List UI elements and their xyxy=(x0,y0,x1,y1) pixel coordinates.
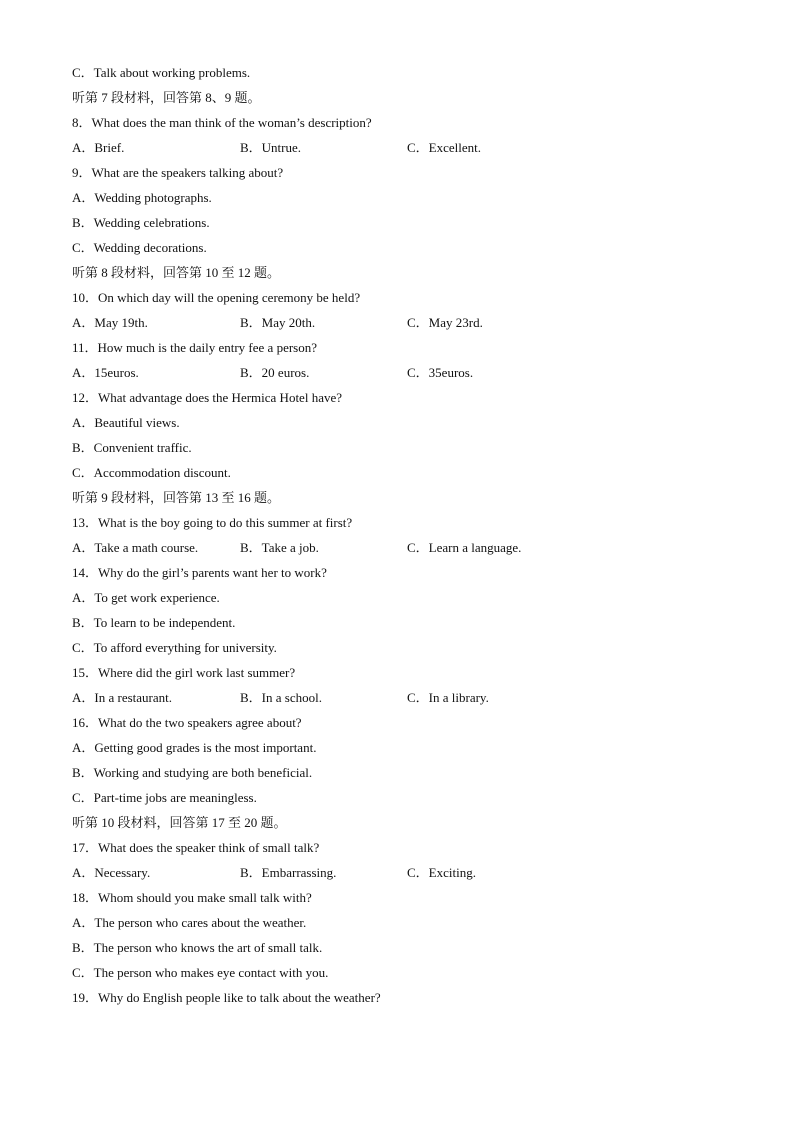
option-c: C．In a library. xyxy=(407,690,489,705)
text-line: 8．What does the man think of the woman’s description? xyxy=(72,115,372,130)
option-a: A．Brief. xyxy=(72,140,125,155)
text-line: C．The person who makes eye contact with you. xyxy=(72,965,329,980)
option-c: C．Exciting. xyxy=(407,865,476,880)
text-line: 10．On which day will the opening ceremony be held? xyxy=(72,290,361,305)
text-line: 15．Where did the girl work last summer? xyxy=(72,665,296,680)
text-line: B．Working and studying are both beneficial. xyxy=(72,765,313,780)
text-line: 13．What is the boy going to do this summer at first? xyxy=(72,515,353,530)
option-a: A．15euros. xyxy=(72,365,139,380)
text-line: B．The person who knows the art of small talk. xyxy=(72,940,323,955)
text-line: 听第 7 段材料，回答第 8、9 题。 xyxy=(72,90,261,105)
option-b: B．20 euros. xyxy=(240,365,310,380)
text-line: 19．Why do English people like to talk about the weather? xyxy=(72,990,381,1005)
option-c: C．Excellent. xyxy=(407,140,482,155)
text-line: 14．Why do the girl’s parents want her to work? xyxy=(72,565,327,580)
option-b: B．Embarrassing. xyxy=(240,865,337,880)
answer-options-row xyxy=(72,310,732,335)
answer-options-row xyxy=(72,685,732,710)
text-line: 12．What advantage does the Hermica Hotel have? xyxy=(72,390,342,405)
text-line: A．Getting good grades is the most important. xyxy=(72,740,317,755)
answer-options-row xyxy=(72,535,732,560)
text-line: 听第 8 段材料，回答第 10 至 12 题。 xyxy=(72,265,281,280)
option-a: A．Take a math course. xyxy=(72,540,199,555)
option-b: B．Take a job. xyxy=(240,540,319,555)
text-line: A．To get work experience. xyxy=(72,590,220,605)
answer-options-row xyxy=(72,360,732,385)
text-line: C．Part-time jobs are meaningless. xyxy=(72,790,257,805)
text-line: C．Talk about working problems. xyxy=(72,65,251,80)
option-b: B．In a school. xyxy=(240,690,322,705)
option-a: A．May 19th. xyxy=(72,315,148,330)
text-line: C．Wedding decorations. xyxy=(72,240,207,255)
text-line: 听第 10 段材料，回答第 17 至 20 题。 xyxy=(72,815,287,830)
document-page xyxy=(72,60,732,1010)
text-line: C．To afford everything for university. xyxy=(72,640,277,655)
text-line: B．Wedding celebrations. xyxy=(72,215,210,230)
option-c: C．May 23rd. xyxy=(407,315,483,330)
text-line: 17．What does the speaker think of small talk? xyxy=(72,840,320,855)
answer-options-row xyxy=(72,860,732,885)
text-line: C．Accommodation discount. xyxy=(72,465,231,480)
option-a: A．Necessary. xyxy=(72,865,151,880)
text-line: A．The person who cares about the weather. xyxy=(72,915,307,930)
option-c: C．Learn a language. xyxy=(407,540,522,555)
text-line: 11．How much is the daily entry fee a person? xyxy=(72,340,318,355)
option-b: B．May 20th. xyxy=(240,315,316,330)
text-line: A．Wedding photographs. xyxy=(72,190,212,205)
option-c: C．35euros. xyxy=(407,365,474,380)
text-line: A．Beautiful views. xyxy=(72,415,180,430)
text-line: B．To learn to be independent. xyxy=(72,615,236,630)
text-line: 18．Whom should you make small talk with? xyxy=(72,890,312,905)
option-b: B．Untrue. xyxy=(240,140,302,155)
text-line: 听第 9 段材料，回答第 13 至 16 题。 xyxy=(72,490,281,505)
answer-options-row xyxy=(72,135,732,160)
text-line: 9．What are the speakers talking about? xyxy=(72,165,284,180)
option-a: A．In a restaurant. xyxy=(72,690,172,705)
text-line: 16．What do the two speakers agree about? xyxy=(72,715,302,730)
text-line: B．Convenient traffic. xyxy=(72,440,192,455)
